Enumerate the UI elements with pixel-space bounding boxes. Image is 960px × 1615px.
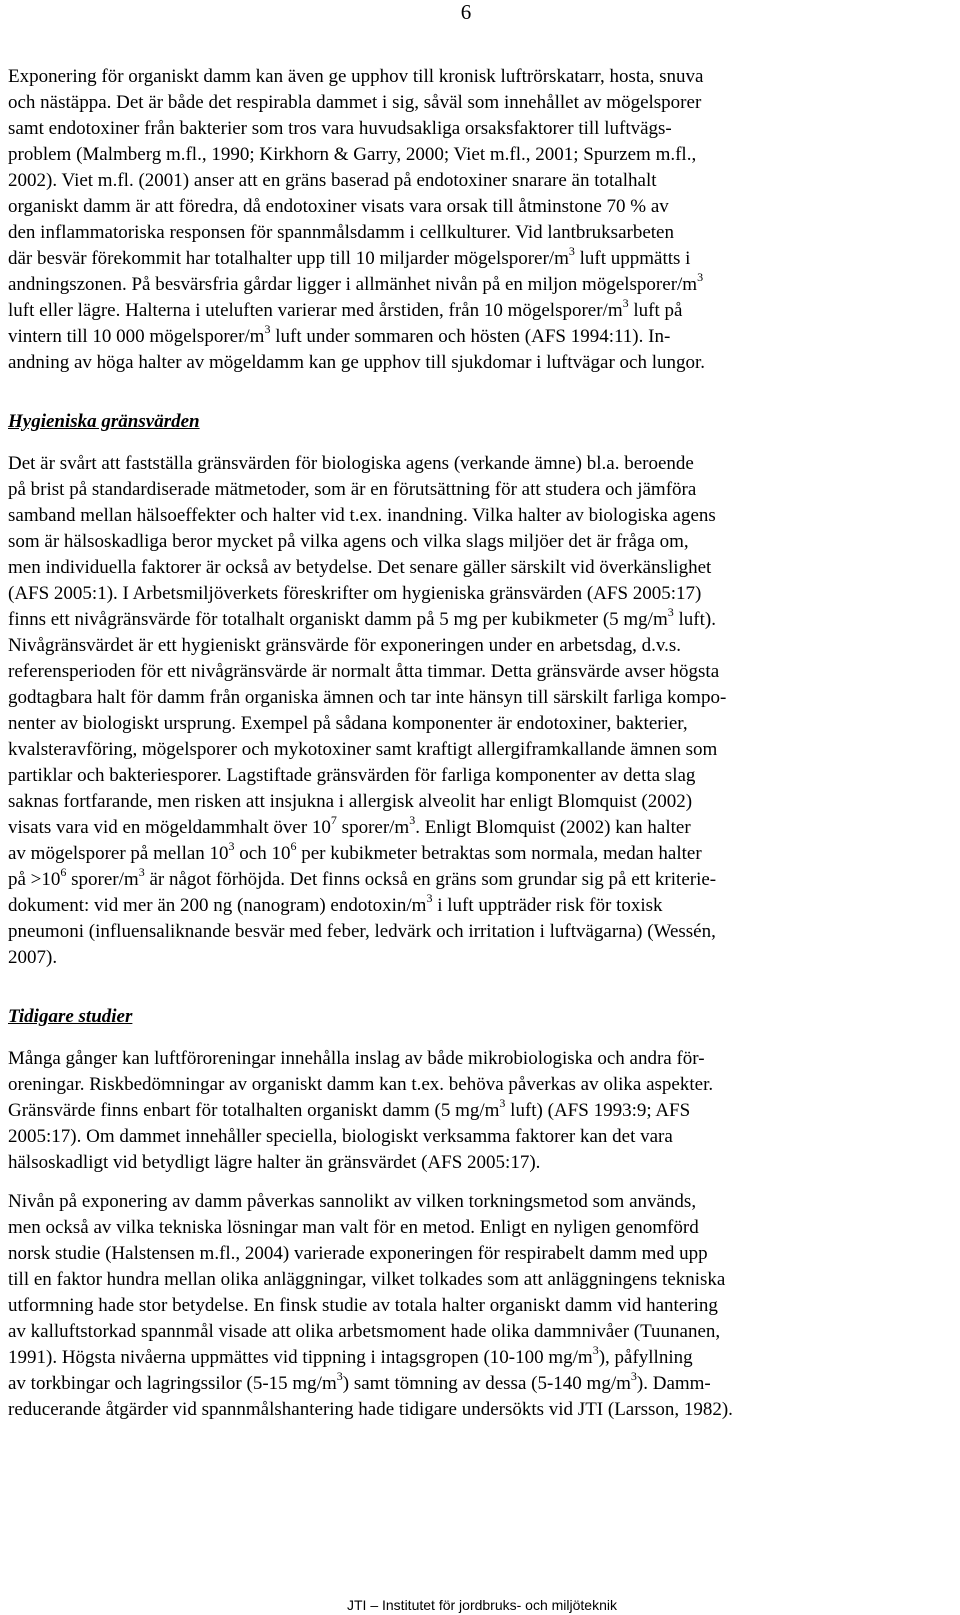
page-number: 6 (460, 0, 472, 24)
heading-hygienic-limits: Hygieniska gränsvärden (8, 411, 200, 432)
paragraph-limits: Det är svårt att fastställa gränsvärden för biologiska agens (verkande ämne) bl.a. beroende på brist på standardiserade mätmetoder, som är en förutsättning för att studera och jämföra samband mellan hälsoeffekter och halter vid t.ex. inandning. Vilka halter av biologiska agens som är hälsoskadliga beror mycket på vilka agens och vilka slags miljöer det är fråga om, men individuella faktorer är också av betydelse. Det senare gäller särskilt vid överkänslighet (AFS 2005:1). I Arbetsmiljöverkets föreskrifter om hygieniska gränsvärden (AFS 2005:17) finns ett nivågränsvärde för totalhalt organiskt damm på 5 mg per kubikmeter (5 $mg/m^3$ luft). Nivågränsvärdet är ett hygieniskt gränsvärde för exponeringen under en arbetsdag, d.v.s. referensperioden för ett nivågränsvärde är normalt åtta timmar. Detta gränsvärde avser högsta godtagbara halt för damm från organiska ämnen och tar inte hänsyn till särskilt farliga kompo- nenter av biologiskt ursprung. Exempel på sådana komponenter är endotoxiner, bakterier, kvalsteravföring, mögelsporer och mykotoxiner samt kraftigt allergiframkallande ämnen som partiklar och bakteriesporer. Lagstiftade gränsvärden för farliga komponenter av detta slag saknas fortfarande, men risken att insjukna i allergisk alveolit har enligt Blomquist (2002) visats vara vid en mögeldammhalt över $10^7$ sporer/$m^3$. Enligt Blomquist (2002) kan halter av mögelsporer på mellan $10^3$ och $10^6$ per kubikmeter betraktas som normala, medan halter på $>10^6$ sporer/$m^3$ är något förhöjda. Det finns också en gräns som grundar sig på ett kriterie- dokument: vid mer än 200 ng (nanogram) endotoxin/$m^3$ i luft uppträder risk för toxisk pneumoni (influensaliknande besvär med feber, ledvärk och irritation i luftvägarna) (Wessén, 2007). (8, 453, 727, 968)
paragraph-drying-methods: Nivån på exponering av damm påverkas sannolikt av vilken torkningsmetod som används, men också av vilka tekniska lösningar man valt för en metod. Enligt en nyligen genomförd norsk studie (Halstensen m.fl., 2004) varierade exponeringen för respirabelt damm med upp till en faktor hundra mellan olika anläggningar, vilket tolkades som att anläggningens tekniska utformning hade stor betydelse. En finsk studie av totala halter organiskt damm vid hantering av kalluftstorkad spannmål visade att olika arbetsmoment hade olika dammnivåer (Tuunanen, 1991). Högsta nivåerna uppmättes vid tippning i intagsgropen (10-100 $mg/m^3$), påfyllning av torkbingar och lagringssilor (5-15 $mg/m^3$) samt tömning av dessa (5-140 $mg/m^3$). Damm- reducerande åtgärder vid spannmålshantering hade tidigare undersökts vid JTI (Larsson, 1982). (8, 1191, 733, 1420)
page-content (8, 64, 932, 1423)
heading-previous-studies: Tidigare studier (8, 1006, 133, 1027)
page-footer: JTI – Institutet för jordbruks- och miljöteknik (347, 1597, 617, 1613)
paragraph-exposure: Exponering för organiskt damm kan även ge upphov till kronisk luftrörskatarr, hosta, snuva och nästäppa. Det är både det respirabla dammet i sig, såväl som innehållet av mögelsporer samt endotoxiner från bakterier som tros vara huvudsakliga orsaksfaktorer till luftvägs- problem (Malmberg m.fl., 1990; Kirkhorn & Garry, 2000; Viet m.fl., 2001; Spurzem m.fl., 2002). Viet m.fl. (2001) anser att en gräns baserad på endotoxiner snarare än totalhalt organiskt damm är att föredra, då endotoxiner visats vara orsak till åtminstone 70 % av den inflammatoriska responsen för spannmålsdamm i cellkulturer. Vid lantbruksarbeten där besvär förekommit har totalhalter upp till 10 miljarder mögelsporer/$m^3$ luft uppmätts i andningszonen. På besvärsfria gårdar ligger i allmänhet nivån på en miljon mögelsporer/$m^3$ luft eller lägre. Halterna i uteluften varierar med årstiden, från 10 mögelsporer/$m^3$ luft på vintern till 10 000 mögelsporer/$m^3$ luft under sommaren och hösten (AFS 1994:11). In- andning av höga halter av mögeldamm kan ge upphov till sjukdomar i luftvägar och lungor. (8, 66, 706, 373)
paragraph-previous-studies: Många gånger kan luftföroreningar innehålla inslag av både mikrobiologiska och andra för- oreningar. Riskbedömningar av organiskt damm kan t.ex. behöva påverkas av olika aspekter. Gränsvärde finns enbart för totalhalten organiskt damm (5 $mg/m^3$ luft) (AFS 1993:9; AFS 2005:17). Om dammet innehåller speciella, biologiskt verksamma faktorer kan det vara hälsoskadligt vid betydligt lägre halter än gränsvärdet (AFS 2005:17). (8, 1048, 714, 1173)
